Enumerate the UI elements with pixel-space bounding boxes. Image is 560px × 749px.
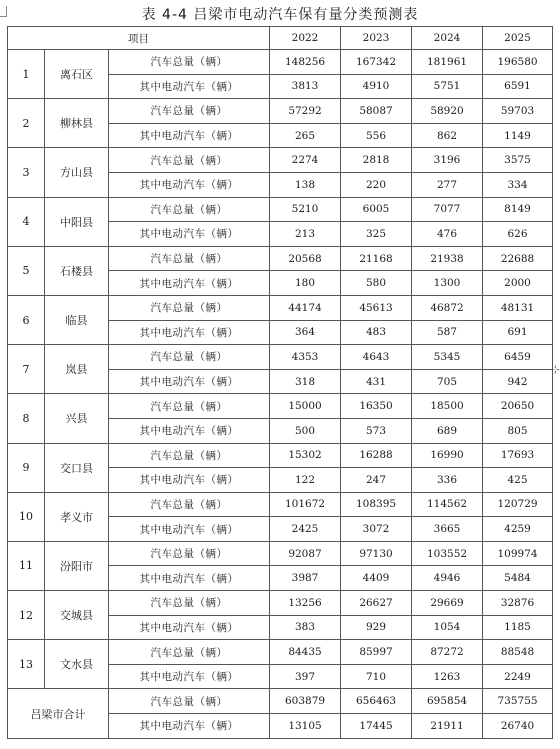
table-title: 表 4-4 吕梁市电动汽车保有量分类预测表 xyxy=(141,7,419,23)
cell-ev-vehicles: 213 xyxy=(270,222,341,247)
page-edge-marker: ⊹ xyxy=(550,363,560,376)
row-index: 1 xyxy=(8,50,45,99)
cell-ev-vehicles: 2425 xyxy=(270,517,341,542)
summary-label: 吕梁市合计 xyxy=(8,689,109,738)
metric-label-total: 汽车总量（辆） xyxy=(109,492,270,517)
table-row xyxy=(8,541,553,566)
cell-total-vehicles: 4643 xyxy=(341,345,412,370)
cell-total-vehicles: 3196 xyxy=(412,148,483,173)
region-name: 离石区 xyxy=(45,50,109,99)
region-name: 兴县 xyxy=(45,394,109,443)
summary-ev-cell: 26740 xyxy=(483,714,553,739)
region-name: 柳林县 xyxy=(45,99,109,148)
row-index: 5 xyxy=(8,246,45,295)
region-name: 交口县 xyxy=(45,443,109,492)
row-index: 12 xyxy=(8,591,45,640)
cell-total-vehicles: 92087 xyxy=(270,541,341,566)
header-year: 2023 xyxy=(341,27,412,50)
cell-total-vehicles: 18500 xyxy=(412,394,483,419)
cell-total-vehicles: 45613 xyxy=(341,295,412,320)
metric-label-ev: 其中电动汽车（辆） xyxy=(109,271,270,296)
cell-ev-vehicles: 397 xyxy=(270,664,341,689)
cell-total-vehicles: 58920 xyxy=(412,99,483,124)
metric-label-total: 汽车总量（辆） xyxy=(109,591,270,616)
cell-ev-vehicles: 4259 xyxy=(483,517,553,542)
cell-ev-vehicles: 691 xyxy=(483,320,553,345)
cell-ev-vehicles: 277 xyxy=(412,172,483,197)
cell-ev-vehicles: 220 xyxy=(341,172,412,197)
ev-forecast-table xyxy=(7,26,553,739)
cell-total-vehicles: 48131 xyxy=(483,295,553,320)
cell-ev-vehicles: 805 xyxy=(483,418,553,443)
cell-ev-vehicles: 626 xyxy=(483,222,553,247)
summary-ev-cell: 13105 xyxy=(270,714,341,739)
metric-label-total: 汽车总量（辆） xyxy=(109,99,270,124)
table-row xyxy=(8,148,553,173)
table-body xyxy=(8,50,553,739)
region-name: 中阳县 xyxy=(45,197,109,246)
cell-total-vehicles: 84435 xyxy=(270,640,341,665)
row-index: 13 xyxy=(8,640,45,689)
summary-total-cell: 735755 xyxy=(483,689,553,714)
cell-ev-vehicles: 705 xyxy=(412,369,483,394)
metric-label-total: 汽车总量（辆） xyxy=(109,443,270,468)
metric-label-total: 汽车总量（辆） xyxy=(109,345,270,370)
cell-total-vehicles: 15302 xyxy=(270,443,341,468)
cell-total-vehicles: 167342 xyxy=(341,50,412,75)
cell-total-vehicles: 101672 xyxy=(270,492,341,517)
cell-total-vehicles: 44174 xyxy=(270,295,341,320)
cell-ev-vehicles: 689 xyxy=(412,418,483,443)
metric-label-ev: 其中电动汽车（辆） xyxy=(109,369,270,394)
metric-label-ev: 其中电动汽车（辆） xyxy=(109,517,270,542)
cell-ev-vehicles: 4910 xyxy=(341,74,412,99)
cell-total-vehicles: 46872 xyxy=(412,295,483,320)
cell-total-vehicles: 109974 xyxy=(483,541,553,566)
cell-ev-vehicles: 587 xyxy=(412,320,483,345)
cell-ev-vehicles: 431 xyxy=(341,369,412,394)
cell-total-vehicles: 29669 xyxy=(412,591,483,616)
cell-total-vehicles: 5210 xyxy=(270,197,341,222)
table-row xyxy=(8,443,553,468)
cell-total-vehicles: 20650 xyxy=(483,394,553,419)
cell-total-vehicles: 4353 xyxy=(270,345,341,370)
cell-total-vehicles: 58087 xyxy=(341,99,412,124)
region-name: 文水县 xyxy=(45,640,109,689)
cell-total-vehicles: 21168 xyxy=(341,246,412,271)
cell-total-vehicles: 13256 xyxy=(270,591,341,616)
cell-ev-vehicles: 862 xyxy=(412,123,483,148)
summary-ev-cell: 21911 xyxy=(412,714,483,739)
region-name: 交城县 xyxy=(45,591,109,640)
cell-ev-vehicles: 580 xyxy=(341,271,412,296)
cell-total-vehicles: 16288 xyxy=(341,443,412,468)
cell-ev-vehicles: 4409 xyxy=(341,566,412,591)
header-year: 2025 xyxy=(483,27,553,50)
cell-ev-vehicles: 383 xyxy=(270,615,341,640)
cell-ev-vehicles: 1054 xyxy=(412,615,483,640)
row-index: 3 xyxy=(8,148,45,197)
metric-label-total: 汽车总量（辆） xyxy=(109,541,270,566)
cell-total-vehicles: 15000 xyxy=(270,394,341,419)
cell-total-vehicles: 32876 xyxy=(483,591,553,616)
table-row xyxy=(8,640,553,665)
metric-label-total: 汽车总量（辆） xyxy=(109,689,270,714)
cell-total-vehicles: 7077 xyxy=(412,197,483,222)
cell-ev-vehicles: 3665 xyxy=(412,517,483,542)
cell-ev-vehicles: 318 xyxy=(270,369,341,394)
metric-label-ev: 其中电动汽车（辆） xyxy=(109,74,270,99)
cell-ev-vehicles: 265 xyxy=(270,123,341,148)
cell-ev-vehicles: 500 xyxy=(270,418,341,443)
summary-total-cell: 656463 xyxy=(341,689,412,714)
cell-ev-vehicles: 2000 xyxy=(483,271,553,296)
metric-label-total: 汽车总量（辆） xyxy=(109,197,270,222)
table-row xyxy=(8,295,553,320)
cell-ev-vehicles: 364 xyxy=(270,320,341,345)
metric-label-total: 汽车总量（辆） xyxy=(109,246,270,271)
table-row xyxy=(8,197,553,222)
cell-ev-vehicles: 556 xyxy=(341,123,412,148)
cell-total-vehicles: 120729 xyxy=(483,492,553,517)
metric-label-ev: 其中电动汽车（辆） xyxy=(109,222,270,247)
cell-total-vehicles: 16350 xyxy=(341,394,412,419)
cell-ev-vehicles: 325 xyxy=(341,222,412,247)
cell-total-vehicles: 196580 xyxy=(483,50,553,75)
cell-ev-vehicles: 122 xyxy=(270,468,341,493)
table-row xyxy=(8,50,553,75)
metric-label-total: 汽车总量（辆） xyxy=(109,148,270,173)
cell-ev-vehicles: 476 xyxy=(412,222,483,247)
region-name: 孝义市 xyxy=(45,492,109,541)
cell-total-vehicles: 103552 xyxy=(412,541,483,566)
cell-total-vehicles: 57292 xyxy=(270,99,341,124)
cell-total-vehicles: 97130 xyxy=(341,541,412,566)
metric-label-total: 汽车总量（辆） xyxy=(109,394,270,419)
metric-label-ev: 其中电动汽车（辆） xyxy=(109,172,270,197)
cell-total-vehicles: 5345 xyxy=(412,345,483,370)
cell-total-vehicles: 2818 xyxy=(341,148,412,173)
row-index: 9 xyxy=(8,443,45,492)
metric-label-total: 汽车总量（辆） xyxy=(109,295,270,320)
metric-label-ev: 其中电动汽车（辆） xyxy=(109,714,270,739)
cell-total-vehicles: 6459 xyxy=(483,345,553,370)
table-row xyxy=(8,345,553,370)
cell-ev-vehicles: 6591 xyxy=(483,74,553,99)
cell-ev-vehicles: 425 xyxy=(483,468,553,493)
cell-total-vehicles: 26627 xyxy=(341,591,412,616)
header-year: 2022 xyxy=(270,27,341,50)
cell-total-vehicles: 87272 xyxy=(412,640,483,665)
metric-label-ev: 其中电动汽车（辆） xyxy=(109,664,270,689)
cell-total-vehicles: 88548 xyxy=(483,640,553,665)
cell-total-vehicles: 3575 xyxy=(483,148,553,173)
cell-ev-vehicles: 942 xyxy=(483,369,553,394)
summary-ev-cell: 17445 xyxy=(341,714,412,739)
metric-label-total: 汽车总量（辆） xyxy=(109,50,270,75)
table-row xyxy=(8,591,553,616)
region-name: 岚县 xyxy=(45,345,109,394)
cell-ev-vehicles: 336 xyxy=(412,468,483,493)
cell-total-vehicles: 17693 xyxy=(483,443,553,468)
cell-ev-vehicles: 138 xyxy=(270,172,341,197)
cell-total-vehicles: 21938 xyxy=(412,246,483,271)
cell-ev-vehicles: 1263 xyxy=(412,664,483,689)
cell-ev-vehicles: 1185 xyxy=(483,615,553,640)
cell-total-vehicles: 59703 xyxy=(483,99,553,124)
metric-label-ev: 其中电动汽车（辆） xyxy=(109,566,270,591)
header-item: 项目 xyxy=(8,27,270,50)
summary-total-cell: 603879 xyxy=(270,689,341,714)
region-name: 方山县 xyxy=(45,148,109,197)
cell-total-vehicles: 85997 xyxy=(341,640,412,665)
cell-ev-vehicles: 3987 xyxy=(270,566,341,591)
cell-total-vehicles: 20568 xyxy=(270,246,341,271)
cell-ev-vehicles: 929 xyxy=(341,615,412,640)
metric-label-total: 汽车总量（辆） xyxy=(109,640,270,665)
table-row xyxy=(8,394,553,419)
row-index: 2 xyxy=(8,99,45,148)
cell-total-vehicles: 22688 xyxy=(483,246,553,271)
row-index: 10 xyxy=(8,492,45,541)
summary-row xyxy=(8,689,553,714)
cell-total-vehicles: 181961 xyxy=(412,50,483,75)
cell-total-vehicles: 2274 xyxy=(270,148,341,173)
metric-label-ev: 其中电动汽车（辆） xyxy=(109,468,270,493)
cell-ev-vehicles: 5484 xyxy=(483,566,553,591)
cell-ev-vehicles: 710 xyxy=(341,664,412,689)
cell-total-vehicles: 16990 xyxy=(412,443,483,468)
cell-total-vehicles: 8149 xyxy=(483,197,553,222)
cell-ev-vehicles: 5751 xyxy=(412,74,483,99)
cell-ev-vehicles: 1149 xyxy=(483,123,553,148)
cell-ev-vehicles: 573 xyxy=(341,418,412,443)
cell-total-vehicles: 108395 xyxy=(341,492,412,517)
cell-ev-vehicles: 247 xyxy=(341,468,412,493)
cell-total-vehicles: 148256 xyxy=(270,50,341,75)
table-row xyxy=(8,99,553,124)
cell-ev-vehicles: 2249 xyxy=(483,664,553,689)
table-row xyxy=(8,492,553,517)
row-index: 8 xyxy=(8,394,45,443)
region-name: 石楼县 xyxy=(45,246,109,295)
cell-ev-vehicles: 483 xyxy=(341,320,412,345)
table-row xyxy=(8,246,553,271)
cell-ev-vehicles: 3813 xyxy=(270,74,341,99)
cell-ev-vehicles: 4946 xyxy=(412,566,483,591)
row-index: 4 xyxy=(8,197,45,246)
summary-total-cell: 695854 xyxy=(412,689,483,714)
cell-ev-vehicles: 3072 xyxy=(341,517,412,542)
cell-ev-vehicles: 334 xyxy=(483,172,553,197)
row-index: 11 xyxy=(8,541,45,590)
cell-total-vehicles: 114562 xyxy=(412,492,483,517)
row-index: 7 xyxy=(8,345,45,394)
row-index: 6 xyxy=(8,295,45,344)
metric-label-ev: 其中电动汽车（辆） xyxy=(109,320,270,345)
region-name: 临县 xyxy=(45,295,109,344)
metric-label-ev: 其中电动汽车（辆） xyxy=(109,123,270,148)
cell-ev-vehicles: 180 xyxy=(270,271,341,296)
header-row xyxy=(8,27,553,50)
region-name: 汾阳市 xyxy=(45,541,109,590)
metric-label-ev: 其中电动汽车（辆） xyxy=(109,615,270,640)
metric-label-ev: 其中电动汽车（辆） xyxy=(109,418,270,443)
cell-ev-vehicles: 1300 xyxy=(412,271,483,296)
cell-total-vehicles: 6005 xyxy=(341,197,412,222)
header-year: 2024 xyxy=(412,27,483,50)
